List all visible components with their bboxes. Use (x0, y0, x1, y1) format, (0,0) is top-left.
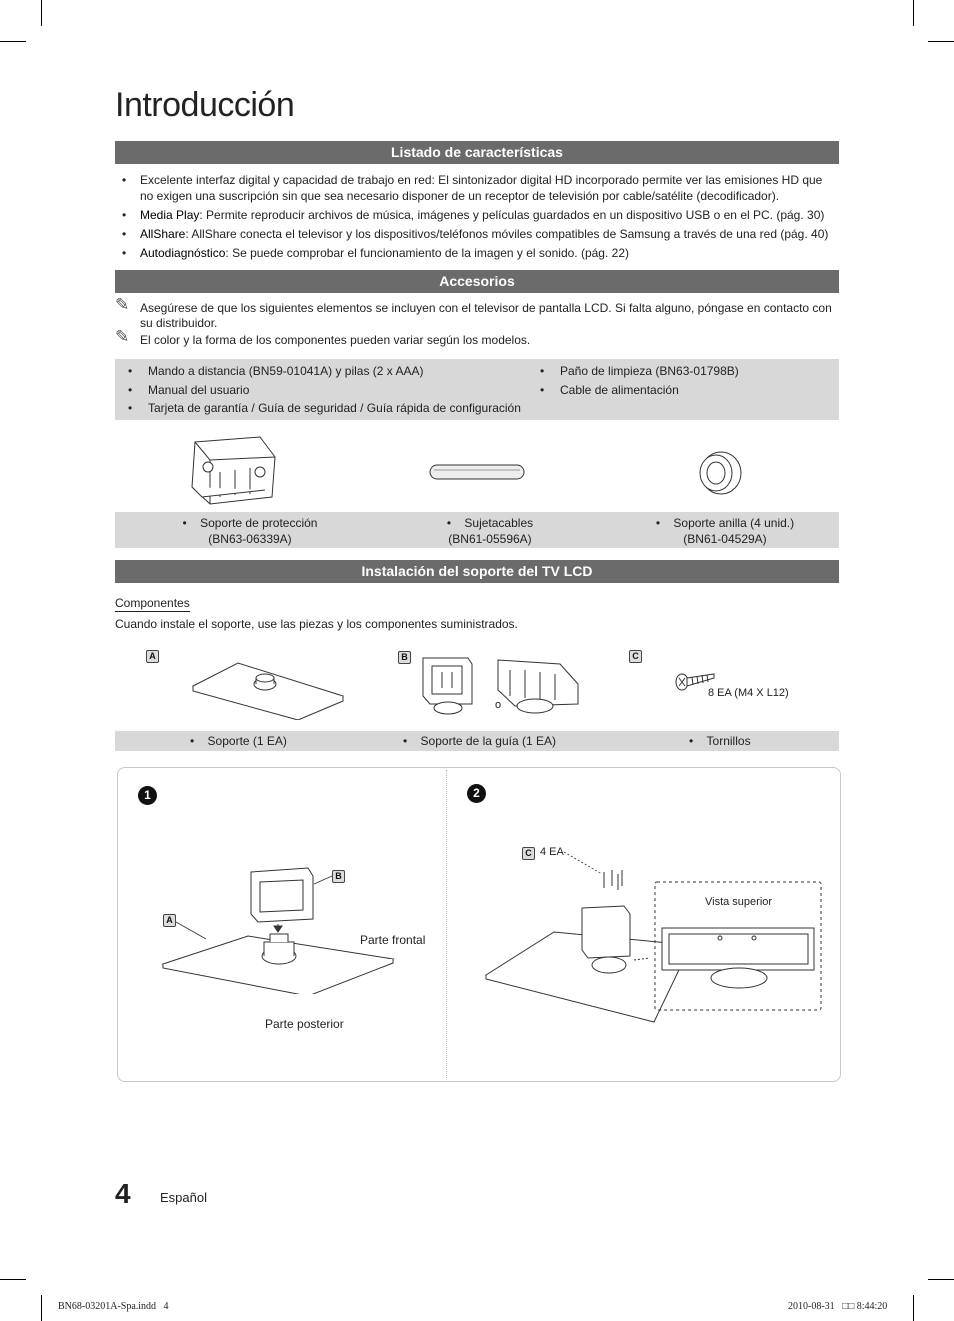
step-1-tag-b: B (332, 870, 345, 883)
screw-count: 4 EA (540, 846, 564, 858)
stand-base-illustration (188, 658, 348, 720)
pencil-note-icon: ✎ (115, 327, 130, 346)
crop-mark (41, 1295, 42, 1321)
footer-timestamp: 2010-08-31 □□ 8:44:20 (788, 1301, 888, 1312)
step-1-badge: 1 (138, 786, 157, 805)
accessories-heading: Accesorios (115, 270, 839, 293)
list-item: • Cable de alimentación (540, 381, 739, 400)
feature-item: • Excelente interfaz digital y capacidad de trabajo en red: El sintonizador digital HD incorporado permite ver las emisiones HD que no exigen una suscripción sin que sea necesario disponer de un receptor de televisión por cable/satélite (decodificador). (115, 172, 839, 204)
part-caption: • Sujetacables (BN61-05596A) (446, 516, 534, 546)
note-row: ✎ El color y la forma de los componentes pueden variar según los modelos. (115, 327, 531, 347)
list-item: • Manual del usuario (128, 381, 521, 400)
components-subheading: Componentes (115, 596, 190, 610)
crop-mark (913, 1295, 914, 1321)
step-2-tag-c: C (522, 847, 535, 860)
tag-a: A (146, 650, 159, 663)
accessories-notes (115, 295, 839, 350)
footer-file: BN68-03201A-Spa.indd 4 (58, 1301, 169, 1312)
feature-item: • Autodiagnóstico: Se puede comprobar el funcionamiento de la imagen y el sonido. (pág. 22) (115, 245, 839, 261)
features-list (115, 172, 839, 264)
back-label: Parte posterior (265, 1017, 344, 1031)
accessories-list-right (540, 362, 739, 399)
feature-item: • Media Play: Permite reproducir archivos de música, imágenes y películas guardados en un dispositivo USB o en el PC. (pág. 30) (115, 207, 839, 223)
component-caption: • Tornillos (689, 734, 751, 748)
ring-holder-illustration (694, 449, 744, 497)
cable-tie-illustration (428, 461, 526, 483)
features-heading: Listado de características (115, 141, 839, 164)
crop-mark (928, 1279, 954, 1280)
feature-item: • AllShare: AllShare conecta el televisor y los dispositivos/teléfonos móviles compatibles de Samsung a través de una red (pág. 40) (115, 226, 839, 242)
crop-mark (0, 41, 26, 42)
accessories-list-left (128, 362, 521, 418)
part-caption: • Soporte anilla (4 unid.) (BN61-04529A) (655, 516, 795, 546)
crop-mark (0, 1279, 26, 1280)
guide-stand-illustration (420, 654, 590, 718)
steps-divider (446, 770, 447, 1078)
pencil-note-icon: ✎ (115, 295, 130, 314)
components-intro: Cuando instale el soporte, use las piezas y los componentes suministrados. (115, 617, 518, 631)
protection-bracket-illustration (180, 432, 285, 507)
crop-mark (913, 0, 914, 26)
language-label: Español (160, 1190, 207, 1205)
top-view-label: Vista superior (705, 896, 773, 908)
or-text: o (495, 699, 502, 711)
step-2-diagram (484, 850, 824, 1030)
step-1-tag-a: A (163, 914, 176, 927)
note-row: ✎ Asegúrese de que los siguientes elementos se incluyen con el televisor de pantalla LCD. Si falta alguno, póngase en contacto con su distribuidor. (115, 295, 832, 330)
component-caption: • Soporte de la guía (1 EA) (403, 734, 556, 748)
page-number: 4 (115, 1178, 131, 1209)
tag-b: B (398, 651, 411, 664)
page-title: Introducción (115, 86, 295, 124)
component-caption: • Soporte (1 EA) (190, 734, 287, 748)
list-item: • Tarjeta de garantía / Guía de seguridad / Guía rápida de configuración (128, 399, 521, 418)
list-item: • Mando a distancia (BN59-01041A) y pilas (2 x AAA) (128, 362, 521, 381)
crop-mark (928, 41, 954, 42)
crop-mark (41, 0, 42, 26)
step-1-diagram (158, 864, 398, 994)
front-label: Parte frontal (360, 933, 426, 947)
part-caption: • Soporte de protección (BN63-06339A) (182, 516, 318, 546)
tag-c: C (629, 650, 642, 663)
install-heading: Instalación del soporte del TV LCD (115, 560, 839, 583)
list-item: • Paño de limpieza (BN63-01798B) (540, 362, 739, 381)
screw-note: 8 EA (M4 X L12) (708, 687, 789, 699)
step-2-badge: 2 (467, 784, 486, 803)
